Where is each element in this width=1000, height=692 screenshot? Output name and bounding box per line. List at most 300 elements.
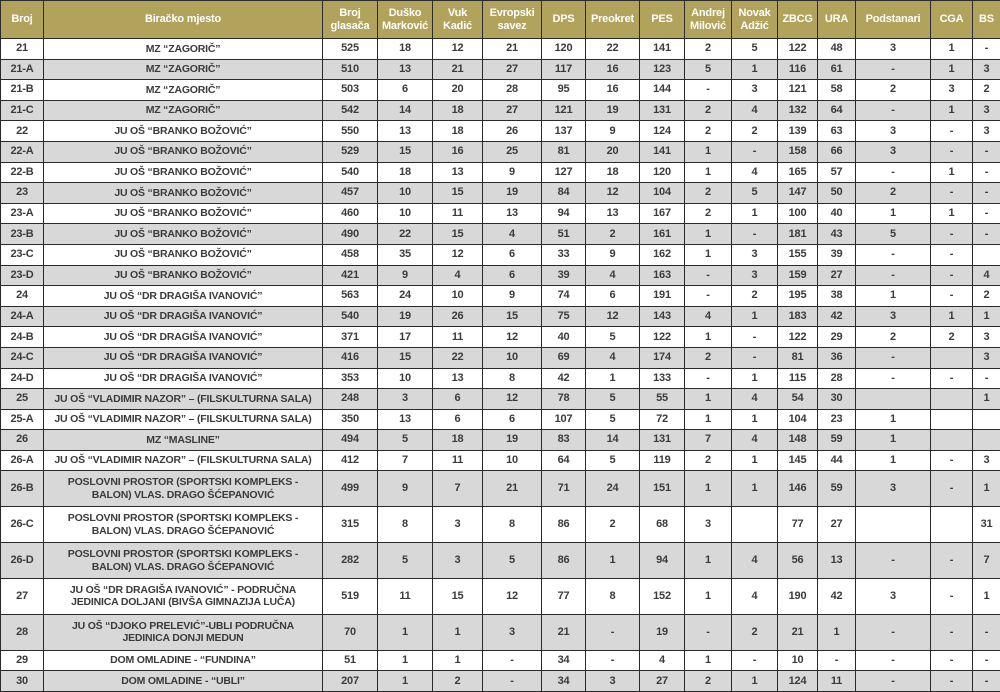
cell-value: 145 — [778, 450, 818, 471]
table-row — [1, 59, 1000, 80]
cell-value: 6 — [483, 265, 542, 286]
cell-value: 50 — [818, 183, 856, 204]
cell-value: 1 — [973, 306, 1000, 327]
cell-value: 1 — [433, 650, 483, 671]
cell-value: - — [685, 368, 732, 389]
cell-value: 18 — [433, 430, 483, 451]
table-row — [1, 389, 1000, 410]
cell-value: 8 — [378, 507, 433, 543]
cell-value: 141 — [640, 141, 685, 162]
cell-value: 104 — [640, 183, 685, 204]
cell-value: 494 — [323, 430, 378, 451]
cell-broj: 24 — [1, 286, 44, 307]
cell-value: 137 — [542, 121, 586, 142]
cell-value: 16 — [586, 80, 640, 101]
cell-value: 19 — [640, 614, 685, 650]
table-row — [1, 450, 1000, 471]
table-row — [1, 327, 1000, 348]
cell-value: 22 — [378, 224, 433, 245]
cell-value: 16 — [586, 59, 640, 80]
cell-value: - — [856, 59, 931, 80]
cell-value: 44 — [818, 450, 856, 471]
cell-broj: 23-C — [1, 244, 44, 265]
cell-value: 64 — [542, 450, 586, 471]
cell-value: 121 — [778, 80, 818, 101]
cell-value: 1 — [931, 203, 973, 224]
cell-value: 2 — [732, 614, 778, 650]
cell-value: 3 — [586, 671, 640, 692]
cell-value: - — [856, 162, 931, 183]
cell-value: 6 — [378, 80, 433, 101]
cell-value — [931, 347, 973, 368]
cell-value: 1 — [973, 471, 1000, 507]
cell-biracko-mjesto: JU OŠ “BRANKO BOŽOVIĆ” — [44, 183, 323, 204]
cell-value: 30 — [818, 389, 856, 410]
cell-value: 141 — [640, 39, 685, 60]
cell-value: 19 — [378, 306, 433, 327]
cell-value: 7 — [433, 471, 483, 507]
cell-value: - — [973, 368, 1000, 389]
cell-value: 10 — [378, 203, 433, 224]
cell-value: 3 — [973, 347, 1000, 368]
cell-value: 1 — [685, 162, 732, 183]
cell-value: 43 — [818, 224, 856, 245]
cell-value: - — [931, 450, 973, 471]
cell-value: 10 — [378, 368, 433, 389]
cell-broj: 26-A — [1, 450, 44, 471]
cell-value: 1 — [685, 141, 732, 162]
cell-biracko-mjesto: MZ “ZAGORIČ” — [44, 59, 323, 80]
cell-value: 48 — [818, 39, 856, 60]
cell-value: 183 — [778, 306, 818, 327]
cell-value: 161 — [640, 224, 685, 245]
cell-value: 20 — [433, 80, 483, 101]
cell-value: 3 — [433, 507, 483, 543]
cell-value: 131 — [640, 100, 685, 121]
cell-value: - — [931, 368, 973, 389]
cell-broj: 30 — [1, 671, 44, 692]
cell-value: - — [856, 671, 931, 692]
cell-value: 35 — [378, 244, 433, 265]
cell-value: 2 — [732, 286, 778, 307]
cell-value: 1 — [732, 306, 778, 327]
cell-value: - — [732, 650, 778, 671]
cell-value: 4 — [973, 265, 1000, 286]
cell-value: 84 — [542, 183, 586, 204]
cell-value: 165 — [778, 162, 818, 183]
cell-value: 25 — [483, 141, 542, 162]
cell-value: 4 — [732, 100, 778, 121]
cell-value: 9 — [483, 286, 542, 307]
column-header-podstanari: Podstanari — [856, 1, 931, 39]
cell-value: 1 — [685, 543, 732, 579]
cell-value: 14 — [586, 430, 640, 451]
cell-value: 159 — [778, 265, 818, 286]
cell-value: 248 — [323, 389, 378, 410]
cell-value: - — [973, 162, 1000, 183]
cell-value: 15 — [433, 224, 483, 245]
cell-value: 9 — [483, 162, 542, 183]
cell-value: 529 — [323, 141, 378, 162]
cell-value: - — [931, 671, 973, 692]
cell-value: 5 — [685, 59, 732, 80]
table-row — [1, 244, 1000, 265]
cell-broj: 24-B — [1, 327, 44, 348]
cell-value: 144 — [640, 80, 685, 101]
cell-value: 12 — [483, 327, 542, 348]
cell-biracko-mjesto: JU OŠ “BRANKO BOŽOVIĆ” — [44, 244, 323, 265]
cell-value: 107 — [542, 409, 586, 430]
cell-value: - — [973, 224, 1000, 245]
table-row — [1, 265, 1000, 286]
cell-value: 2 — [856, 80, 931, 101]
cell-value: 12 — [433, 244, 483, 265]
cell-value: 3 — [732, 265, 778, 286]
column-header-biracko-mjesto: Biračko mjesto — [44, 1, 323, 39]
cell-broj: 21 — [1, 39, 44, 60]
cell-value: 1 — [378, 614, 433, 650]
cell-value: 122 — [778, 327, 818, 348]
table-row — [1, 543, 1000, 579]
cell-value: 12 — [483, 579, 542, 615]
cell-value: 139 — [778, 121, 818, 142]
cell-value: 51 — [542, 224, 586, 245]
cell-value — [973, 409, 1000, 430]
cell-value: 1 — [973, 579, 1000, 615]
cell-value — [973, 430, 1000, 451]
cell-value: 9 — [378, 265, 433, 286]
cell-broj: 21-B — [1, 80, 44, 101]
cell-value: 131 — [640, 430, 685, 451]
cell-broj: 22 — [1, 121, 44, 142]
cell-broj: 28 — [1, 614, 44, 650]
column-header-pes: PES — [640, 1, 685, 39]
cell-value: 27 — [818, 507, 856, 543]
cell-biracko-mjesto: JU OŠ “DR DRAGIŠA IVANOVIĆ” - PODRUČNA JEDINICA DOLJANI (BIVŠA GIMNAZIJA LUČA) — [44, 579, 323, 615]
column-header-bs: BS — [973, 1, 1000, 39]
cell-value: 18 — [586, 162, 640, 183]
cell-value: 519 — [323, 579, 378, 615]
cell-value: 1 — [685, 327, 732, 348]
cell-value: 3 — [856, 39, 931, 60]
cell-value: 86 — [542, 507, 586, 543]
cell-value: - — [856, 244, 931, 265]
column-header-ura: URA — [818, 1, 856, 39]
cell-value: 12 — [433, 39, 483, 60]
cell-value: 5 — [732, 39, 778, 60]
cell-value: 2 — [433, 671, 483, 692]
table-row — [1, 614, 1000, 650]
table-row — [1, 100, 1000, 121]
cell-biracko-mjesto: JU OŠ “VLADIMIR NAZOR” – (FILSKULTURNA SALA) — [44, 450, 323, 471]
cell-broj: 27 — [1, 579, 44, 615]
cell-value: 4 — [685, 306, 732, 327]
cell-value: 4 — [586, 347, 640, 368]
table-row — [1, 162, 1000, 183]
cell-value: 8 — [483, 368, 542, 389]
cell-value: 24 — [586, 471, 640, 507]
cell-value: 1 — [732, 409, 778, 430]
cell-value: 1 — [433, 614, 483, 650]
cell-value: 18 — [433, 100, 483, 121]
cell-value: 21 — [542, 614, 586, 650]
cell-broj: 23-B — [1, 224, 44, 245]
cell-value: 9 — [586, 244, 640, 265]
cell-broj: 21-C — [1, 100, 44, 121]
table-row — [1, 306, 1000, 327]
cell-value: 72 — [640, 409, 685, 430]
cell-value: 1 — [856, 286, 931, 307]
cell-value: 11 — [818, 671, 856, 692]
cell-value — [931, 389, 973, 410]
cell-value: 1 — [856, 409, 931, 430]
cell-value: 19 — [483, 183, 542, 204]
cell-value: 61 — [818, 59, 856, 80]
table-row — [1, 141, 1000, 162]
cell-value: 12 — [586, 183, 640, 204]
cell-biracko-mjesto: JU OŠ “BRANKO BOŽOVIĆ” — [44, 162, 323, 183]
cell-value: - — [856, 614, 931, 650]
cell-value: 151 — [640, 471, 685, 507]
cell-value: 26 — [433, 306, 483, 327]
cell-value: 34 — [542, 671, 586, 692]
cell-value: 540 — [323, 306, 378, 327]
cell-value: 5 — [378, 430, 433, 451]
cell-value: 100 — [778, 203, 818, 224]
cell-value: 39 — [542, 265, 586, 286]
cell-value: - — [931, 121, 973, 142]
cell-biracko-mjesto: JU OŠ “DR DRAGIŠA IVANOVIĆ” — [44, 286, 323, 307]
cell-broj: 22-B — [1, 162, 44, 183]
cell-value: 9 — [586, 121, 640, 142]
cell-value: 18 — [378, 162, 433, 183]
cell-biracko-mjesto: JU OŠ “DR DRAGIŠA IVANOVIĆ” — [44, 347, 323, 368]
table-row — [1, 203, 1000, 224]
cell-value: 55 — [640, 389, 685, 410]
cell-value: 27 — [818, 265, 856, 286]
cell-value: 460 — [323, 203, 378, 224]
cell-value: 2 — [973, 286, 1000, 307]
table-row — [1, 507, 1000, 543]
cell-value: 10 — [778, 650, 818, 671]
cell-value: 7 — [685, 430, 732, 451]
cell-value: 1 — [378, 671, 433, 692]
cell-value: 86 — [542, 543, 586, 579]
cell-value: 3 — [483, 614, 542, 650]
cell-broj: 22-A — [1, 141, 44, 162]
cell-biracko-mjesto: JU OŠ “VLADIMIR NAZOR” – (FILSKULTURNA SALA) — [44, 409, 323, 430]
cell-value: 1 — [818, 614, 856, 650]
cell-value: 12 — [586, 306, 640, 327]
cell-value: 195 — [778, 286, 818, 307]
cell-value: - — [931, 579, 973, 615]
cell-value: 74 — [542, 286, 586, 307]
cell-value: 70 — [323, 614, 378, 650]
cell-value — [973, 244, 1000, 265]
cell-value: 15 — [483, 306, 542, 327]
cell-value: 416 — [323, 347, 378, 368]
cell-value: 147 — [778, 183, 818, 204]
cell-value: 42 — [818, 306, 856, 327]
cell-value: - — [973, 39, 1000, 60]
cell-broj: 26-D — [1, 543, 44, 579]
table-row — [1, 80, 1000, 101]
cell-value: 19 — [483, 430, 542, 451]
cell-biracko-mjesto: POSLOVNI PROSTOR (SPORTSKI KOMPLEKS - BALON) VLAS. DRAGO ŠĆEPANOVIĆ — [44, 507, 323, 543]
cell-value — [931, 507, 973, 543]
cell-value: 2 — [685, 671, 732, 692]
cell-value: - — [931, 543, 973, 579]
cell-broj: 26-C — [1, 507, 44, 543]
cell-value: 13 — [378, 59, 433, 80]
cell-value: 2 — [685, 450, 732, 471]
cell-biracko-mjesto: POSLOVNI PROSTOR (SPORTSKI KOMPLEKS - BALON) VLAS. DRAGO ŠĆEPANOVIĆ — [44, 543, 323, 579]
cell-value: 75 — [542, 306, 586, 327]
cell-value: 64 — [818, 100, 856, 121]
cell-value: 22 — [586, 39, 640, 60]
cell-value: 181 — [778, 224, 818, 245]
cell-value: 40 — [818, 203, 856, 224]
cell-broj: 24-A — [1, 306, 44, 327]
cell-value: 412 — [323, 450, 378, 471]
column-header-zbcg: ZBCG — [778, 1, 818, 39]
cell-value: 12 — [483, 389, 542, 410]
cell-value: 1 — [685, 409, 732, 430]
cell-value: 4 — [640, 650, 685, 671]
cell-value: 7 — [973, 543, 1000, 579]
cell-value: - — [856, 650, 931, 671]
cell-value: 315 — [323, 507, 378, 543]
cell-value: 3 — [856, 579, 931, 615]
cell-value: 11 — [433, 327, 483, 348]
cell-value: 11 — [433, 450, 483, 471]
cell-value: 10 — [483, 347, 542, 368]
cell-value: 499 — [323, 471, 378, 507]
table-row — [1, 579, 1000, 615]
cell-value: 10 — [483, 450, 542, 471]
cell-biracko-mjesto: JU OŠ “VLADIMIR NAZOR” – (FILSKULTURNA SALA) — [44, 389, 323, 410]
cell-value: 143 — [640, 306, 685, 327]
cell-value: 18 — [378, 39, 433, 60]
cell-value: - — [856, 100, 931, 121]
cell-value: 1 — [586, 368, 640, 389]
cell-value: 5 — [732, 183, 778, 204]
cell-value: 95 — [542, 80, 586, 101]
cell-value: 4 — [732, 389, 778, 410]
cell-value: 124 — [640, 121, 685, 142]
cell-value: 14 — [378, 100, 433, 121]
cell-value: 26 — [483, 121, 542, 142]
cell-value: 1 — [378, 650, 433, 671]
cell-value: 1 — [732, 368, 778, 389]
table-row — [1, 650, 1000, 671]
column-header-evropski-savez: Evropski savez — [483, 1, 542, 39]
cell-value: 81 — [778, 347, 818, 368]
cell-value: 121 — [542, 100, 586, 121]
cell-value: - — [931, 650, 973, 671]
cell-value: 15 — [378, 141, 433, 162]
cell-value: 148 — [778, 430, 818, 451]
cell-value: 3 — [973, 59, 1000, 80]
cell-value: 13 — [483, 203, 542, 224]
cell-value: - — [931, 183, 973, 204]
cell-value: 525 — [323, 39, 378, 60]
cell-biracko-mjesto: JU OŠ “DJOKO PRELEVIĆ”-UBLI PODRUČNA JEDINICA DONJI MEDUN — [44, 614, 323, 650]
cell-value: - — [732, 141, 778, 162]
cell-value: 20 — [586, 141, 640, 162]
cell-value: 23 — [818, 409, 856, 430]
column-header-preokret: Preokret — [586, 1, 640, 39]
cell-value: 31 — [973, 507, 1000, 543]
cell-biracko-mjesto: JU OŠ “BRANKO BOŽOVIĆ” — [44, 141, 323, 162]
cell-value: 33 — [542, 244, 586, 265]
cell-value: 122 — [778, 39, 818, 60]
cell-biracko-mjesto: JU OŠ “BRANKO BOŽOVIĆ” — [44, 121, 323, 142]
cell-value: 28 — [818, 368, 856, 389]
cell-value: 51 — [323, 650, 378, 671]
cell-broj: 29 — [1, 650, 44, 671]
cell-biracko-mjesto: JU OŠ “DR DRAGIŠA IVANOVIĆ” — [44, 368, 323, 389]
cell-value: 282 — [323, 543, 378, 579]
cell-value: 13 — [433, 162, 483, 183]
cell-value: 58 — [818, 80, 856, 101]
cell-value: 124 — [778, 671, 818, 692]
cell-value: 94 — [542, 203, 586, 224]
cell-value: - — [931, 614, 973, 650]
cell-value: 29 — [818, 327, 856, 348]
cell-biracko-mjesto: DOM OMLADINE - “UBLI” — [44, 671, 323, 692]
cell-value: 2 — [856, 183, 931, 204]
cell-value: 42 — [542, 368, 586, 389]
cell-broj: 25 — [1, 389, 44, 410]
cell-value: 4 — [483, 224, 542, 245]
cell-value: - — [931, 244, 973, 265]
table-header — [1, 1, 1000, 39]
cell-value: 13 — [586, 203, 640, 224]
table-row — [1, 183, 1000, 204]
cell-value: 3 — [973, 327, 1000, 348]
cell-value: 10 — [378, 183, 433, 204]
cell-value: - — [586, 650, 640, 671]
cell-value: 1 — [685, 650, 732, 671]
cell-value: 8 — [586, 579, 640, 615]
cell-value: 2 — [685, 121, 732, 142]
cell-broj: 26 — [1, 430, 44, 451]
cell-broj: 23 — [1, 183, 44, 204]
cell-value: 68 — [640, 507, 685, 543]
cell-value: 1 — [973, 389, 1000, 410]
cell-value: 1 — [931, 39, 973, 60]
cell-value: 5 — [586, 409, 640, 430]
cell-broj: 24-D — [1, 368, 44, 389]
table-row — [1, 430, 1000, 451]
cell-value: 2 — [685, 203, 732, 224]
cell-value: 3 — [856, 141, 931, 162]
cell-value: 167 — [640, 203, 685, 224]
cell-value: 13 — [378, 409, 433, 430]
cell-value: 2 — [931, 327, 973, 348]
column-header-andrej-milovic: Andrej Milović — [685, 1, 732, 39]
table-row — [1, 39, 1000, 60]
cell-value: 1 — [931, 306, 973, 327]
cell-value: - — [931, 286, 973, 307]
cell-value: 63 — [818, 121, 856, 142]
cell-value: 122 — [640, 327, 685, 348]
cell-value: 17 — [378, 327, 433, 348]
cell-value: - — [856, 265, 931, 286]
cell-value: 563 — [323, 286, 378, 307]
cell-value: 120 — [542, 39, 586, 60]
